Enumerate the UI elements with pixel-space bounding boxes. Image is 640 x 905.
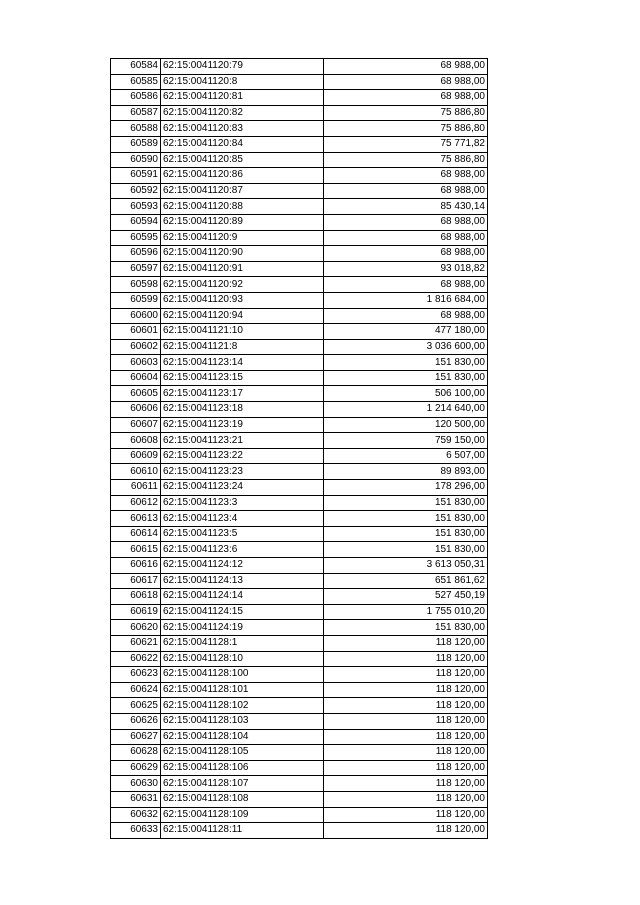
cadastral-number-cell: 62:15:0041123:14 xyxy=(161,355,324,371)
table-row xyxy=(111,667,488,683)
cadastral-number-cell: 62:15:0041123:6 xyxy=(161,542,324,558)
value-cell: 1 755 010,20 xyxy=(324,604,488,620)
value-cell: 151 830,00 xyxy=(324,370,488,386)
table-row xyxy=(111,635,488,651)
row-number-cell: 60591 xyxy=(111,168,161,184)
cadastral-number-cell: 62:15:0041128:101 xyxy=(161,682,324,698)
value-cell: 118 120,00 xyxy=(324,729,488,745)
cadastral-number-cell: 62:15:0041120:86 xyxy=(161,168,324,184)
cadastral-value-table xyxy=(110,58,488,839)
cadastral-number-cell: 62:15:0041123:19 xyxy=(161,417,324,433)
cadastral-number-cell: 62:15:0041123:21 xyxy=(161,433,324,449)
cadastral-number-cell: 62:15:0041121:10 xyxy=(161,324,324,340)
value-cell: 477 180,00 xyxy=(324,324,488,340)
row-number-cell: 60584 xyxy=(111,59,161,75)
table-row xyxy=(111,526,488,542)
table-row xyxy=(111,402,488,418)
row-number-cell: 60586 xyxy=(111,90,161,106)
value-cell: 68 988,00 xyxy=(324,74,488,90)
cadastral-number-cell: 62:15:0041120:83 xyxy=(161,121,324,137)
value-cell: 85 430,14 xyxy=(324,199,488,215)
cadastral-number-cell: 62:15:0041120:8 xyxy=(161,74,324,90)
table-row xyxy=(111,136,488,152)
row-number-cell: 60631 xyxy=(111,791,161,807)
cadastral-number-cell: 62:15:0041120:85 xyxy=(161,152,324,168)
table-row xyxy=(111,464,488,480)
cadastral-number-cell: 62:15:0041120:93 xyxy=(161,292,324,308)
row-number-cell: 60588 xyxy=(111,121,161,137)
row-number-cell: 60592 xyxy=(111,183,161,199)
cadastral-number-cell: 62:15:0041121:8 xyxy=(161,339,324,355)
cadastral-number-cell: 62:15:0041124:12 xyxy=(161,558,324,574)
row-number-cell: 60629 xyxy=(111,760,161,776)
cadastral-number-cell: 62:15:0041123:15 xyxy=(161,370,324,386)
row-number-cell: 60610 xyxy=(111,464,161,480)
value-cell: 151 830,00 xyxy=(324,620,488,636)
value-cell: 651 861,62 xyxy=(324,573,488,589)
value-cell: 75 886,80 xyxy=(324,105,488,121)
cadastral-number-cell: 62:15:0041123:17 xyxy=(161,386,324,402)
table-row xyxy=(111,651,488,667)
cadastral-number-cell: 62:15:0041128:105 xyxy=(161,745,324,761)
table-row xyxy=(111,620,488,636)
table-row xyxy=(111,59,488,75)
table-row xyxy=(111,776,488,792)
table-row xyxy=(111,745,488,761)
value-cell: 118 120,00 xyxy=(324,651,488,667)
table-row xyxy=(111,417,488,433)
cadastral-number-cell: 62:15:0041123:3 xyxy=(161,495,324,511)
cadastral-number-cell: 62:15:0041128:102 xyxy=(161,698,324,714)
row-number-cell: 60627 xyxy=(111,729,161,745)
cadastral-number-cell: 62:15:0041120:92 xyxy=(161,277,324,293)
table-row xyxy=(111,246,488,262)
value-cell: 68 988,00 xyxy=(324,183,488,199)
table-row xyxy=(111,713,488,729)
cadastral-number-cell: 62:15:0041124:19 xyxy=(161,620,324,636)
row-number-cell: 60595 xyxy=(111,230,161,246)
cadastral-number-cell: 62:15:0041128:109 xyxy=(161,807,324,823)
value-cell: 68 988,00 xyxy=(324,246,488,262)
value-cell: 75 886,80 xyxy=(324,121,488,137)
cadastral-number-cell: 62:15:0041128:11 xyxy=(161,823,324,839)
value-cell: 118 120,00 xyxy=(324,823,488,839)
table-row xyxy=(111,573,488,589)
value-cell: 151 830,00 xyxy=(324,511,488,527)
table-row xyxy=(111,355,488,371)
value-cell: 118 120,00 xyxy=(324,745,488,761)
table-row xyxy=(111,370,488,386)
value-cell: 118 120,00 xyxy=(324,682,488,698)
row-number-cell: 60618 xyxy=(111,589,161,605)
row-number-cell: 60630 xyxy=(111,776,161,792)
cadastral-number-cell: 62:15:0041120:79 xyxy=(161,59,324,75)
row-number-cell: 60598 xyxy=(111,277,161,293)
value-cell: 118 120,00 xyxy=(324,760,488,776)
value-cell: 118 120,00 xyxy=(324,776,488,792)
cadastral-number-cell: 62:15:0041120:91 xyxy=(161,261,324,277)
table-row xyxy=(111,729,488,745)
table-row xyxy=(111,199,488,215)
row-number-cell: 60593 xyxy=(111,199,161,215)
cadastral-number-cell: 62:15:0041124:13 xyxy=(161,573,324,589)
value-cell: 89 893,00 xyxy=(324,464,488,480)
row-number-cell: 60624 xyxy=(111,682,161,698)
value-cell: 151 830,00 xyxy=(324,355,488,371)
value-cell: 68 988,00 xyxy=(324,59,488,75)
table-row xyxy=(111,511,488,527)
table-row xyxy=(111,386,488,402)
cadastral-number-cell: 62:15:0041124:14 xyxy=(161,589,324,605)
cadastral-number-cell: 62:15:0041123:18 xyxy=(161,402,324,418)
table-body xyxy=(111,59,488,839)
table-row xyxy=(111,823,488,839)
row-number-cell: 60606 xyxy=(111,402,161,418)
cadastral-number-cell: 62:15:0041128:1 xyxy=(161,635,324,651)
table-row xyxy=(111,152,488,168)
value-cell: 118 120,00 xyxy=(324,713,488,729)
cadastral-number-cell: 62:15:0041128:106 xyxy=(161,760,324,776)
value-cell: 6 507,00 xyxy=(324,448,488,464)
cadastral-number-cell: 62:15:0041128:104 xyxy=(161,729,324,745)
cadastral-number-cell: 62:15:0041128:107 xyxy=(161,776,324,792)
row-number-cell: 60600 xyxy=(111,308,161,324)
table-row xyxy=(111,121,488,137)
table-row xyxy=(111,339,488,355)
row-number-cell: 60585 xyxy=(111,74,161,90)
table-row xyxy=(111,292,488,308)
value-cell: 3 613 050,31 xyxy=(324,558,488,574)
row-number-cell: 60599 xyxy=(111,292,161,308)
table-row xyxy=(111,760,488,776)
row-number-cell: 60607 xyxy=(111,417,161,433)
cadastral-number-cell: 62:15:0041120:94 xyxy=(161,308,324,324)
value-cell: 118 120,00 xyxy=(324,698,488,714)
table-row xyxy=(111,168,488,184)
row-number-cell: 60616 xyxy=(111,558,161,574)
row-number-cell: 60633 xyxy=(111,823,161,839)
table-row xyxy=(111,74,488,90)
row-number-cell: 60594 xyxy=(111,214,161,230)
cadastral-number-cell: 62:15:0041123:22 xyxy=(161,448,324,464)
cadastral-number-cell: 62:15:0041120:81 xyxy=(161,90,324,106)
value-cell: 151 830,00 xyxy=(324,495,488,511)
value-cell: 1 214 640,00 xyxy=(324,402,488,418)
table-row xyxy=(111,105,488,121)
row-number-cell: 60596 xyxy=(111,246,161,262)
value-cell: 68 988,00 xyxy=(324,277,488,293)
row-number-cell: 60590 xyxy=(111,152,161,168)
row-number-cell: 60623 xyxy=(111,667,161,683)
table-row xyxy=(111,448,488,464)
table-row xyxy=(111,604,488,620)
value-cell: 118 120,00 xyxy=(324,791,488,807)
value-cell: 1 816 684,00 xyxy=(324,292,488,308)
table-row xyxy=(111,480,488,496)
cadastral-number-cell: 62:15:0041128:10 xyxy=(161,651,324,667)
value-cell: 68 988,00 xyxy=(324,308,488,324)
value-cell: 118 120,00 xyxy=(324,807,488,823)
row-number-cell: 60632 xyxy=(111,807,161,823)
row-number-cell: 60628 xyxy=(111,745,161,761)
cadastral-number-cell: 62:15:0041120:84 xyxy=(161,136,324,152)
cadastral-number-cell: 62:15:0041123:4 xyxy=(161,511,324,527)
table-row xyxy=(111,230,488,246)
value-cell: 151 830,00 xyxy=(324,526,488,542)
value-cell: 759 150,00 xyxy=(324,433,488,449)
value-cell: 75 771,82 xyxy=(324,136,488,152)
row-number-cell: 60613 xyxy=(111,511,161,527)
cadastral-number-cell: 62:15:0041120:82 xyxy=(161,105,324,121)
value-cell: 178 296,00 xyxy=(324,480,488,496)
value-cell: 506 100,00 xyxy=(324,386,488,402)
value-cell: 3 036 600,00 xyxy=(324,339,488,355)
row-number-cell: 60622 xyxy=(111,651,161,667)
value-cell: 527 450,19 xyxy=(324,589,488,605)
row-number-cell: 60603 xyxy=(111,355,161,371)
cadastral-number-cell: 62:15:0041123:23 xyxy=(161,464,324,480)
value-cell: 151 830,00 xyxy=(324,542,488,558)
table-row xyxy=(111,807,488,823)
row-number-cell: 60608 xyxy=(111,433,161,449)
cadastral-number-cell: 62:15:0041120:9 xyxy=(161,230,324,246)
table-row xyxy=(111,433,488,449)
table-row xyxy=(111,261,488,277)
table-row xyxy=(111,698,488,714)
cadastral-number-cell: 62:15:0041120:87 xyxy=(161,183,324,199)
cadastral-number-cell: 62:15:0041128:108 xyxy=(161,791,324,807)
cadastral-number-cell: 62:15:0041123:24 xyxy=(161,480,324,496)
table-row xyxy=(111,495,488,511)
value-cell: 120 500,00 xyxy=(324,417,488,433)
row-number-cell: 60609 xyxy=(111,448,161,464)
cadastral-number-cell: 62:15:0041123:5 xyxy=(161,526,324,542)
table-row xyxy=(111,542,488,558)
cadastral-number-cell: 62:15:0041120:90 xyxy=(161,246,324,262)
table-row xyxy=(111,558,488,574)
value-cell: 118 120,00 xyxy=(324,635,488,651)
table-row xyxy=(111,682,488,698)
row-number-cell: 60619 xyxy=(111,604,161,620)
row-number-cell: 60615 xyxy=(111,542,161,558)
table-row xyxy=(111,308,488,324)
cadastral-number-cell: 62:15:0041128:103 xyxy=(161,713,324,729)
row-number-cell: 60617 xyxy=(111,573,161,589)
table-row xyxy=(111,324,488,340)
row-number-cell: 60612 xyxy=(111,495,161,511)
value-cell: 93 018,82 xyxy=(324,261,488,277)
row-number-cell: 60605 xyxy=(111,386,161,402)
table-row xyxy=(111,214,488,230)
table-row xyxy=(111,589,488,605)
row-number-cell: 60614 xyxy=(111,526,161,542)
row-number-cell: 60604 xyxy=(111,370,161,386)
row-number-cell: 60625 xyxy=(111,698,161,714)
value-cell: 68 988,00 xyxy=(324,90,488,106)
value-cell: 118 120,00 xyxy=(324,667,488,683)
row-number-cell: 60621 xyxy=(111,635,161,651)
value-cell: 68 988,00 xyxy=(324,214,488,230)
row-number-cell: 60626 xyxy=(111,713,161,729)
row-number-cell: 60602 xyxy=(111,339,161,355)
cadastral-number-cell: 62:15:0041128:100 xyxy=(161,667,324,683)
row-number-cell: 60601 xyxy=(111,324,161,340)
row-number-cell: 60587 xyxy=(111,105,161,121)
table-row xyxy=(111,791,488,807)
table-row xyxy=(111,277,488,293)
table-row xyxy=(111,90,488,106)
value-cell: 68 988,00 xyxy=(324,230,488,246)
value-cell: 68 988,00 xyxy=(324,168,488,184)
row-number-cell: 60611 xyxy=(111,480,161,496)
row-number-cell: 60620 xyxy=(111,620,161,636)
table-row xyxy=(111,183,488,199)
cadastral-number-cell: 62:15:0041124:15 xyxy=(161,604,324,620)
value-cell: 75 886,80 xyxy=(324,152,488,168)
row-number-cell: 60597 xyxy=(111,261,161,277)
row-number-cell: 60589 xyxy=(111,136,161,152)
cadastral-number-cell: 62:15:0041120:88 xyxy=(161,199,324,215)
cadastral-number-cell: 62:15:0041120:89 xyxy=(161,214,324,230)
